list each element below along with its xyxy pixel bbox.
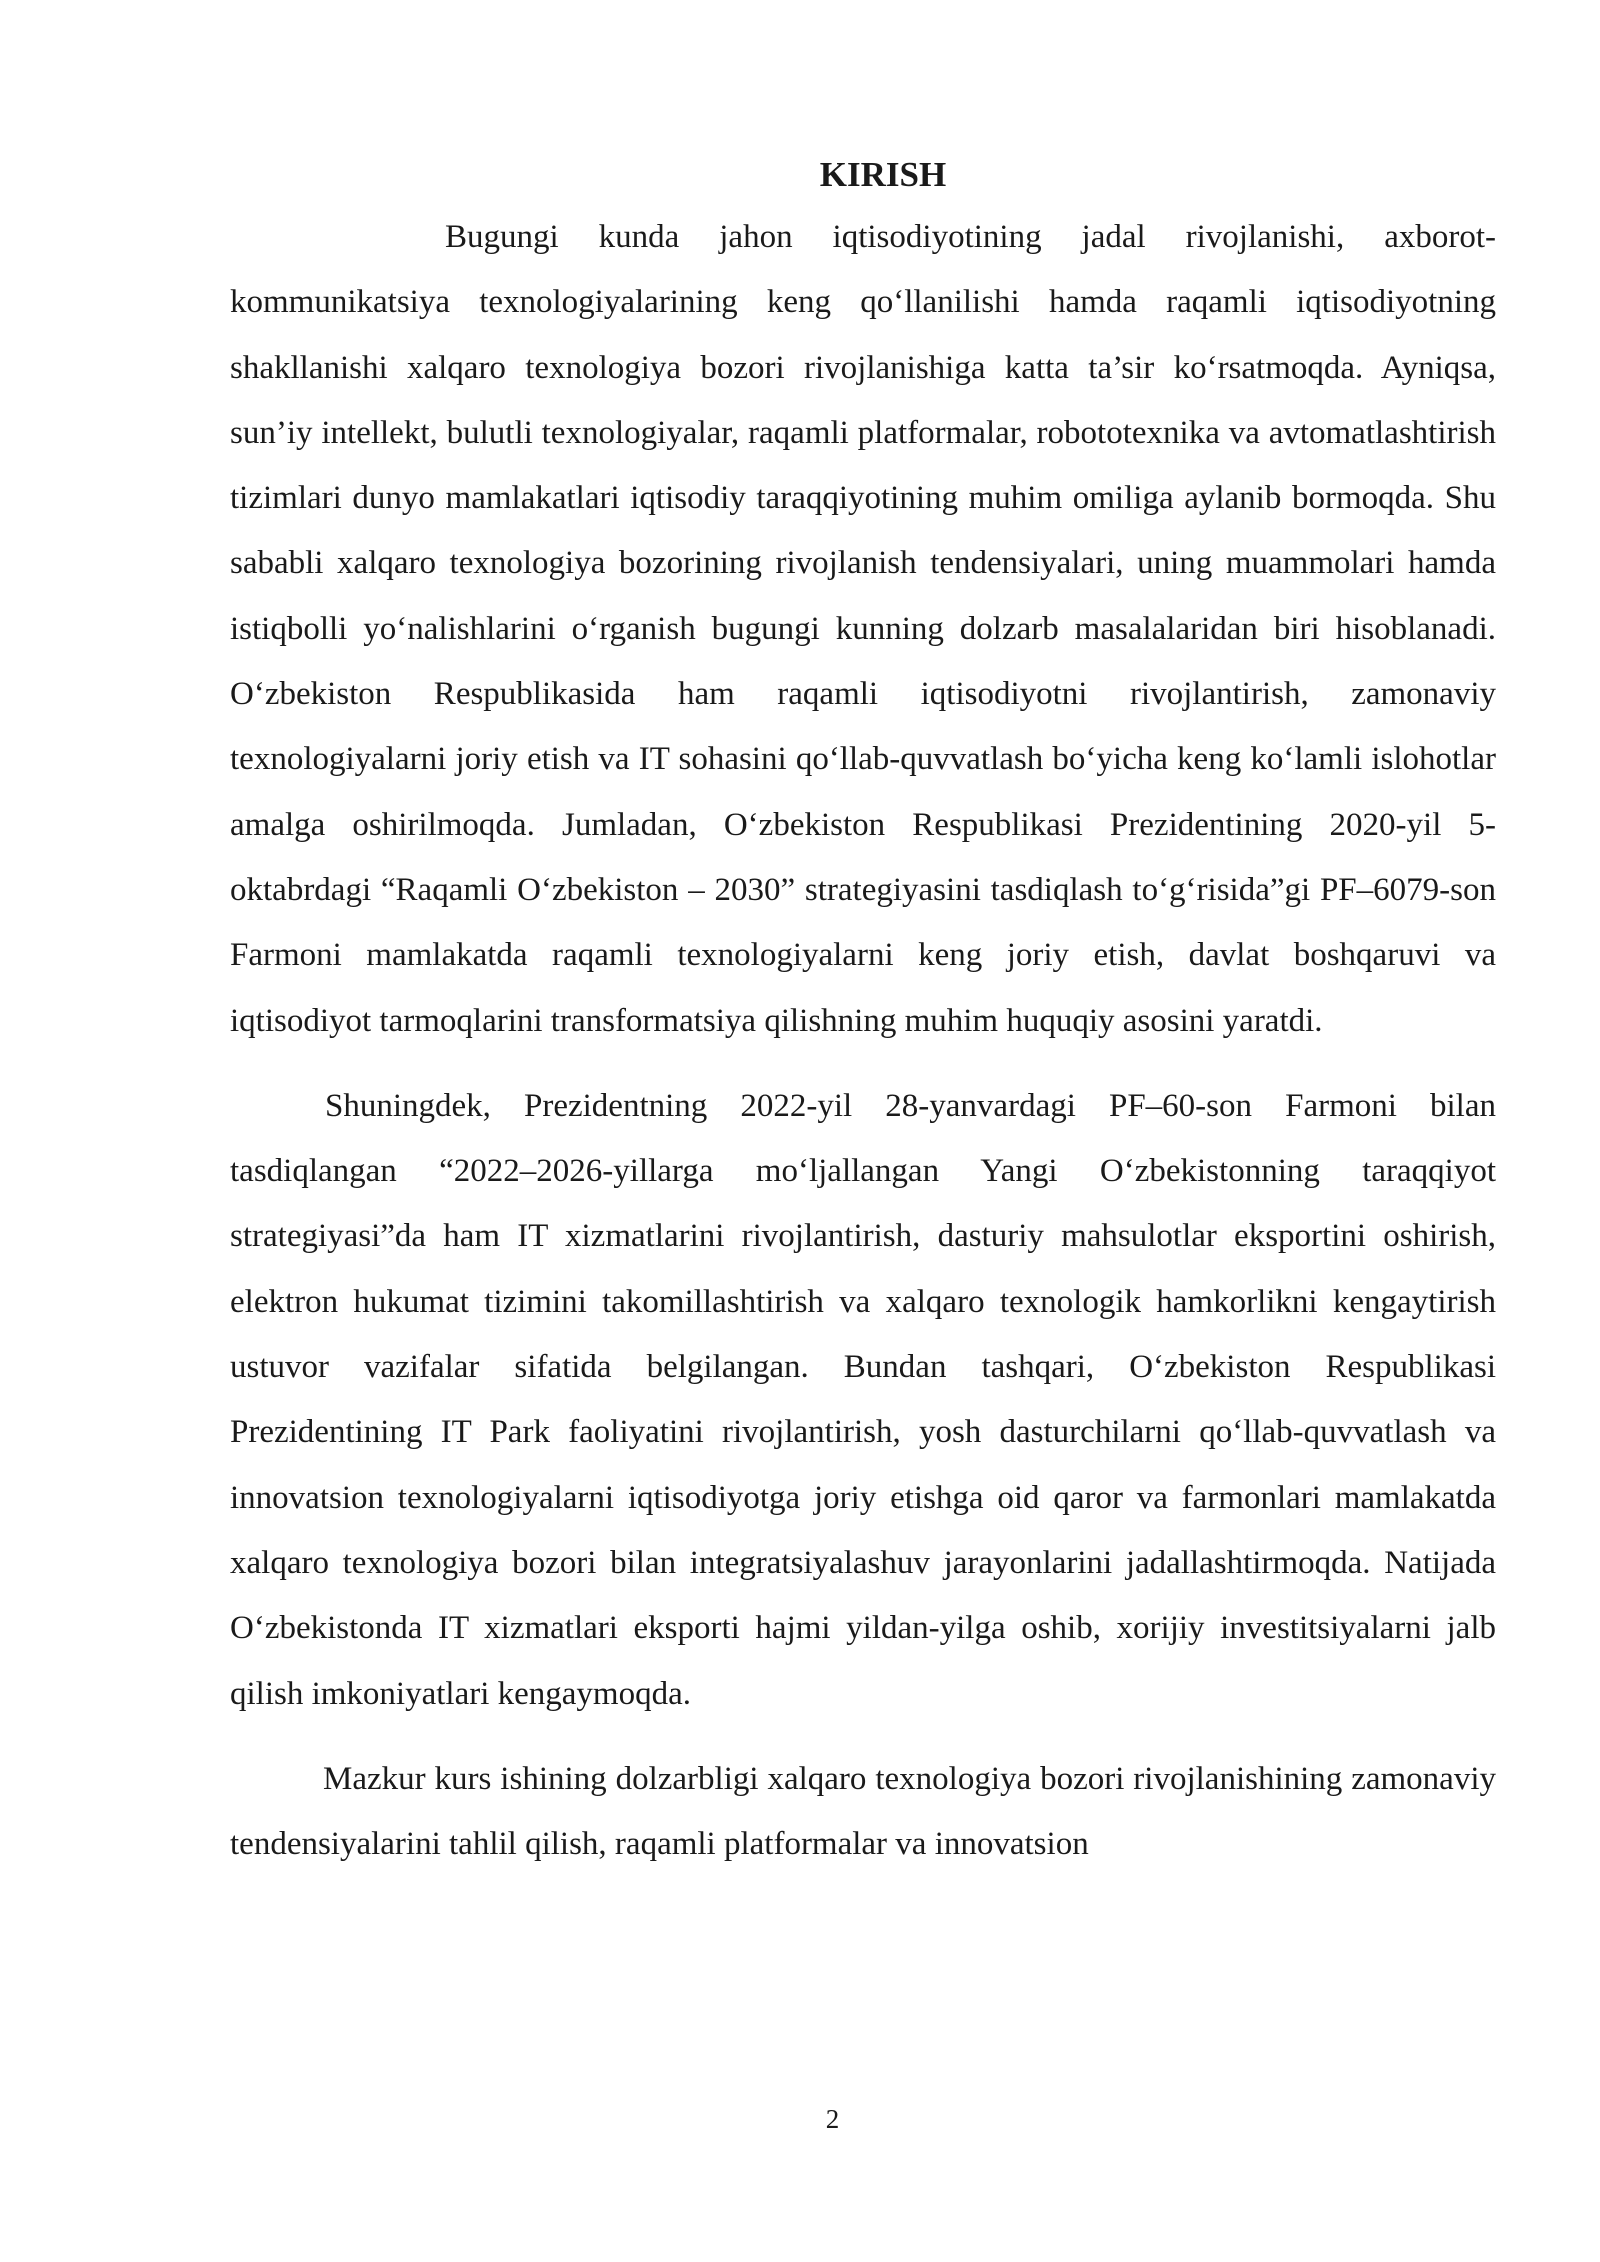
paragraph-2: Shuningdek, Prezidentning 2022-yil 28-yanvardagi PF–60-son Farmoni bilan tasdiqlangan “2022–2026-yillarga mo‘ljallangan Yangi O‘zbekistonning taraqqiyot strategiyasi”da ham IT xizmatlarini rivojlantirish, dasturiy mahsulotlar eksportini oshirish, elektron hukumat tizimini takomillashtirish va xalqaro texnologik hamkorlikni kengaytirish ustuvor vazifalar sifatida belgilangan. Bundan tashqari, O‘zbekiston Respublikasi Prezidentining IT Park faoliyatini rivojlantirish, yosh dasturchilarni qo‘llab-quvvatlash va innovatsion texnologiyalarni iqtisodiyotga joriy etishga oid qaror va farmonlari mamlakatda xalqaro texnologiya bozori bilan integratsiyalashuv jarayonlarini jadallashtirmoqda. Natijada O‘zbekistonda IT xizmatlari eksporti hajmi yildan-yilga oshib, xorijiy investitsiyalarni jalb qilish imkoniyatlari kengaymoqda.	[230, 1087, 1496, 1712]
paragraph-3: Mazkur kurs ishining dolzarbligi xalqaro texnologiya bozori rivojlanishining zamonaviy tendensiyalarini tahlil qilish, raqamli platformalar va innovatsion	[230, 1760, 1496, 1863]
section-heading: KIRISH	[819, 155, 947, 194]
page-number: 2	[825, 2104, 840, 2134]
paragraph-1: Bugungi kunda jahon iqtisodiyotining jadal rivojlanishi, axborot-kommunikatsiya texnologiyalarining keng qo‘llanilishi hamda raqamli iqtisodiyotning shakllanishi xalqaro texnologiya bozori rivojlanishiga katta ta’sir ko‘rsatmoqda. Ayniqsa, sun’iy intellekt, bulutli texnologiyalar, raqamli platformalar, robototexnika va avtomatlashtirish tizimlari dunyo mamlakatlari iqtisodiy taraqqiyotining muhim omiliga aylanib bormoqda. Shu sababli xalqaro texnologiya bozorining rivojlanish tendensiyalari, uning muammolari hamda istiqbolli yo‘nalishlarini o‘rganish bugungi kunning dolzarb masalalaridan biri hisoblanadi. O‘zbekiston Respublikasida ham raqamli iqtisodiyotni rivojlantirish, zamonaviy texnologiyalarni joriy etish va IT sohasini qo‘llab-quvvatlash bo‘yicha keng ko‘lamli islohotlar amalga oshirilmoqda. Jumladan, O‘zbekiston Respublikasi Prezidentining 2020-yil 5-oktabrdagi “Raqamli O‘zbekiston – 2030” strategiyasini tasdiqlash to‘g‘risida”gi PF–6079-son Farmoni mamlakatda raqamli texnologiyalarni keng joriy etish, davlat boshqaruvi va iqtisodiyot tarmoqlarini transformatsiya qilishning muhim huquqiy asosini yaratdi.	[230, 219, 1496, 1039]
page-body	[230, 145, 1496, 1877]
